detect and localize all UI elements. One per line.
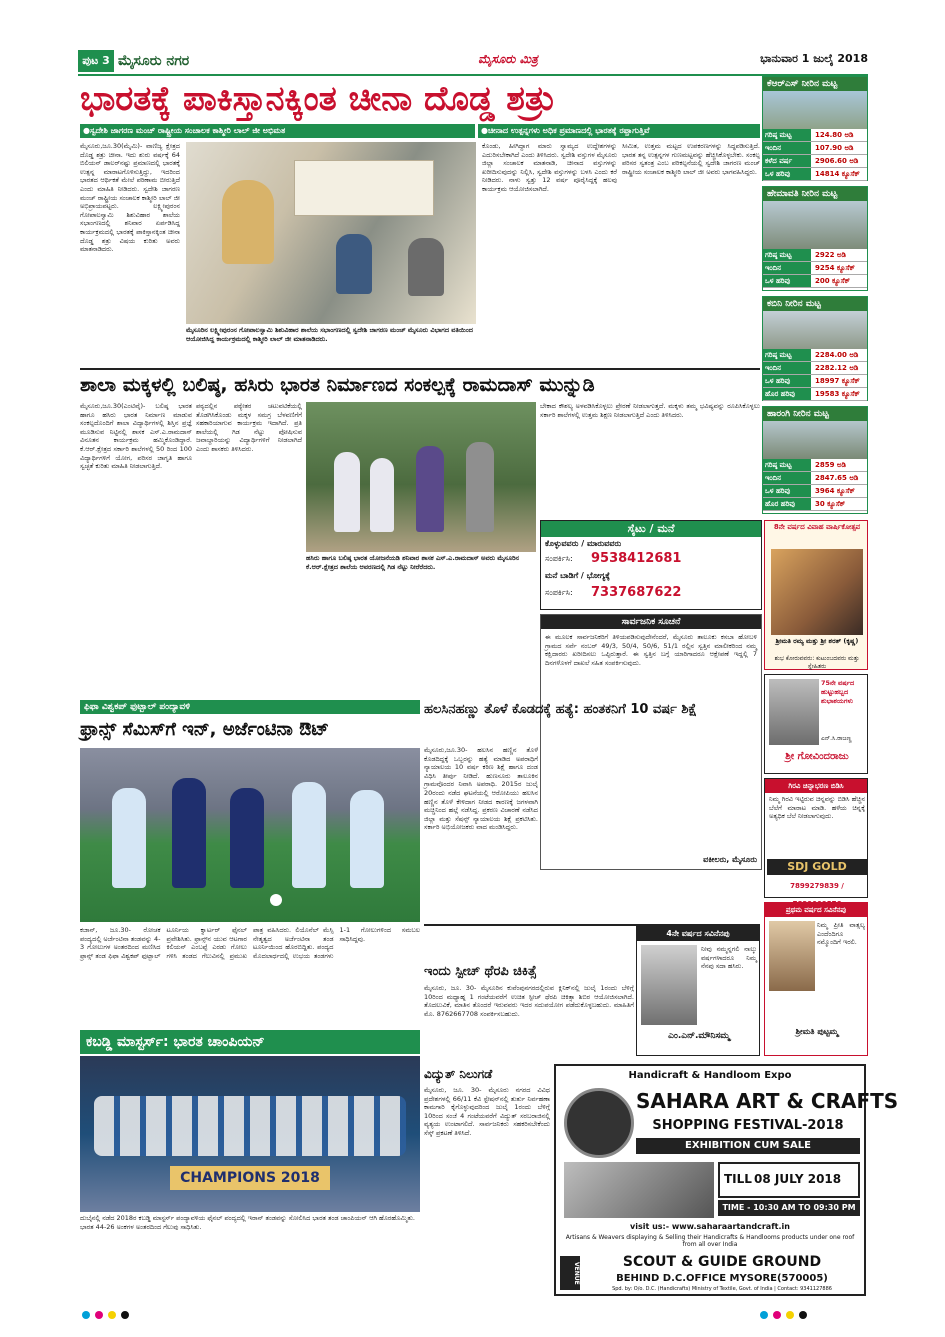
dam-row-value: 2847.65 ಅಡಿ <box>815 474 859 482</box>
dam-photo <box>763 201 867 249</box>
dam-row <box>763 275 867 288</box>
page-number: ಪುಟ 3 <box>78 50 114 72</box>
dam-row <box>763 375 867 388</box>
lead-photo-caption: ಮೈಸೂರಿನ ಲಕ್ಷ್ಮೀಪುರಂನ ಗೋಪಾಲಸ್ವಾಮಿ ಶಿಶುವಿಹಾರ ಶಾಲೆಯ ಸಭಾಂಗಣದಲ್ಲಿ ಸ್ವದೇಶಿ ಜಾಗರಣ ಮಂಚ್ ಮೈಸೂರು ವಿಭಾಗದ ವತಿಯಿಂದ ಆಯೋಜಿಸಿದ್ದ ಕಾರ್ಯಕ್ರಮದಲ್ಲಿ ಕಾಶ್ಮೀರಿ ಲಾಲ್ ಜೀ ಮಾತನಾಡಿದರು. <box>186 326 473 343</box>
football <box>270 894 282 906</box>
lead-photo <box>186 142 476 324</box>
obituary-ad-1 <box>636 926 760 1056</box>
expo-artisans: Artisans & Weavers displaying & Selling their Handicrafts & Handlooms products under one roof from all over India <box>565 1234 855 1248</box>
birthday-title: 75ನೇ ವರ್ಷದ ಹುಟ್ಟುಹಬ್ಬದ ಶುಭಾಶಯಗಳು <box>821 679 855 705</box>
expo-artwork <box>564 1162 714 1218</box>
player-figure <box>292 782 326 888</box>
color-registration-bar <box>82 1304 202 1314</box>
expo-logo <box>564 1088 634 1158</box>
power-body: ಮೈಸೂರು, ಜೂ. 30- ಮೈಸೂರು ನಗರದ ವಿವಿಧ ಪ್ರದೇಶಗಳಲ್ಲಿ 66/11 ಕೆವಿ ಸ್ಟೇಷನ್‌ನಲ್ಲಿ ತುರ್ತು ನಿರ್ವಹಣಾ ಕಾಮಗಾರಿ ಕೈಗೊಳ್ಳುವುದರಿಂದ ಜುಲೈ 1ರಂದು ಬೆಳಿಗ್ಗೆ 10ರಿಂದ ಸಂಜೆ 4 ಗಂಟೆಯವರೆಗೆ ವಿದ್ಯುತ್ ಸರಬರಾಜಿನಲ್ಲಿ ವ್ಯತ್ಯಯ ಉಂಟಾಗಲಿದೆ. ಸಾರ್ವಜನಿಕರು ಸಹಕರಿಸಬೇಕೆಂದು ಸೆಸ್ಕ್ ಪ್ರಕಟಣೆ ತಿಳಿಸಿದೆ. <box>424 1086 550 1137</box>
dam-row-key: ಇಂದಿನ <box>763 142 811 154</box>
classified-ad2-label: ಮನೆ ಬಾಡಿಗೆ / ಭೋಗ್ಯಕ್ಕೆ <box>545 571 610 580</box>
fifa-kicker: ಫಿಫಾ ವಿಶ್ವಕಪ್ ಫುಟ್ಬಾಲ್ ಪಂದ್ಯಾವಳಿ <box>80 700 420 714</box>
court-body: ಮೈಸೂರು,ಜೂ.30- ಹಲಸಿನ ಹಣ್ಣಿನ ತೊಳೆ ಕೊಡದಿದ್ದಕ್ಕೆ ಒಬ್ಬರನ್ನು ಹತ್ಯೆ ಮಾಡಿದ ಅಪರಾಧಿಗೆ ನ್ಯಾಯಾಲಯ 10 ವರ್ಷ ಕಠಿಣ ಶಿಕ್ಷೆ ಹಾಗೂ ದಂಡ ವಿಧಿಸಿ ತೀರ್ಪು ನೀಡಿದೆ. ಹುಣಸೂರು ತಾಲೂಕಿನ ಗ್ರಾಮವೊಂದರ ನಿವಾಸಿ ಅಪರಾಧಿ. 2015ರ ಜುಲೈ 20ರಂದು ನಡೆದ ಘಟನೆಯಲ್ಲಿ ಆರೋಪಿಯು ಹಲಸಿನ ಹಣ್ಣಿನ ತೊಳೆ ಕೇಳಿದಾಗ ನೀಡದ ಕಾರಣಕ್ಕೆ ಜಗಳವಾಗಿ ಮಚ್ಚಿನಿಂದ ಹಲ್ಲೆ ನಡೆಸಿದ್ದ. ಪ್ರಕರಣ ವಿಚಾರಣೆ ನಡೆಸಿದ ಜಿಲ್ಲಾ ಮತ್ತು ಸೆಷನ್ಸ್ ನ್ಯಾಯಾಲಯ ಶಿಕ್ಷೆ ಪ್ರಕಟಿಸಿತು. ಸರ್ಕಾರಿ ಅಭಿಯೋಜಕರು ವಾದ ಮಂಡಿಸಿದ್ದರು. <box>424 746 538 832</box>
dam-row-value: 2906.60 ಅಡಿ <box>815 157 859 165</box>
dam-box-harangi <box>762 406 868 514</box>
student-figure <box>370 458 394 532</box>
dam-photo <box>763 421 867 459</box>
dam-row-key: ಇಂದಿನ <box>763 362 811 374</box>
classified-ad2-phone-label: ಸಂಪರ್ಕಿಸಿ: <box>545 588 573 597</box>
classified-box <box>540 520 762 610</box>
dam-row-key: ಹೊರ ಹರಿವು <box>763 498 811 510</box>
anniversary-ad <box>764 520 868 670</box>
dam-row-key: ಒಳ ಹರಿವು <box>763 168 811 180</box>
classified-ad1-phone-label: ಸಂಪರ್ಕಿಸಿ: <box>545 554 573 563</box>
dam-row-key: ಇಂದಿನ <box>763 262 811 274</box>
dam-table <box>763 249 867 288</box>
page-header <box>78 50 868 74</box>
registration-dot <box>786 1311 794 1319</box>
player-figure <box>350 790 384 888</box>
dam-row-key: ಗರಿಷ್ಠ ಮಟ್ಟ <box>763 459 811 471</box>
gold-body: ನಿಮ್ಮ ಗಿರವಿ ಇಟ್ಟಿರುವ ಚಿನ್ನವನ್ನು ಬಿಡಿಸಿ ಹೆಚ್ಚಿನ ಬೆಲೆಗೆ ಮಾರಾಟ ಮಾಡಿ. ಹಳೆಯ ಚಿನ್ನಕ್ಕೆ ಅತ್ಯಧಿಕ ಬೆಲೆ ನೀಡಲಾಗುವುದು. <box>769 795 865 821</box>
player-figure <box>112 788 146 888</box>
dam-sidebar <box>762 76 868 516</box>
registration-dot <box>82 1311 90 1319</box>
player-figure <box>172 778 206 888</box>
anniversary-title: 8ನೇ ವರ್ಷದ ವಿವಾಹ ವಾರ್ಷಿಕೋತ್ಸವ <box>773 523 861 531</box>
dam-row-value: 124.80 ಅಡಿ <box>815 131 854 139</box>
expo-website[interactable]: visit us:- www.saharaartandcraft.in <box>630 1222 790 1231</box>
fifa-body: ಕಜಾನ್, ಜೂ.30- ರೋಚಕ ಪಂದ್ಯದಲ್ಲಿ ಅರ್ಜೆಂಟಿನಾ ತಂಡವನ್ನು 4-3 ಗೋಲುಗಳ ಅಂತರದಿಂದ ಮಣಿಸಿದ ಫ್ರಾನ್ಸ್ ತಂಡ ಫಿಫಾ ವಿಶ್ವಕಪ್ ಫುಟ್ಬಾಲ್ ಟೂರ್ನಿಯ ಕ್ವಾರ್ಟರ್ ಫೈನಲ್ ಪ್ರವೇಶಿಸಿತು. ಫ್ರಾನ್ಸ್‌ನ ಯುವ ಆಟಗಾರ ಕಿಲಿಯನ್ ಎಂಬಪ್ಪೆ ಎರಡು ಗೋಲು ಗಳಿಸಿ ತಂಡದ ಗೆಲುವಿನಲ್ಲಿ ಪ್ರಮುಖ ಪಾತ್ರ ವಹಿಸಿದರು. ಲಿಯೊನೆಲ್ ಮೆಸ್ಸಿ ನೇತೃತ್ವದ ಅರ್ಜೆಂಟಿನಾ ತಂಡ ಟೂರ್ನಿಯಿಂದ ಹೊರಬಿದ್ದಿತು. ಪಂದ್ಯದ ಮೊದಲಾರ್ಧದಲ್ಲಿ ಉಭಯ ತಂಡಗಳು 1-1 ಗೋಲುಗಳಿಂದ ಸಮಬಲ ಸಾಧಿಸಿದ್ದವು. <box>80 926 420 960</box>
school-body-col1: ಮೈಸೂರು,ಜೂ.30(ಎಂಟಿವೈ)- ಬಲಿಷ್ಠ ಭಾರತ ಹಾಗೂ ಹಸಿರು ಭಾರತ ನಿರ್ಮಾಣ ಮಾಡುವ ಸಂಕಲ್ಪದೊಂದಿಗೆ ಶಾಲಾ ವಿದ್ಯಾರ್ಥಿಗಳಲ್ಲಿ ಶಿಸ್ತಿನ ಪ್ರಜ್ಞೆ ಮೂಡಿಸುವ ನಿಟ್ಟಿನಲ್ಲಿ ಶಾಸಕ ಎಸ್.ಎ.ರಾಮದಾಸ್ ವಿನೂತನ ಕಾರ್ಯಕ್ರಮ ಹಮ್ಮಿಕೊಂಡಿದ್ದಾರೆ. ಕೆ.ಆರ್.ಕ್ಷೇತ್ರದ ಸರ್ಕಾರಿ ಶಾಲೆಗಳಲ್ಲಿ 50 ರಿಂದ 100 ವಿದ್ಯಾರ್ಥಿಗಳಿಗೆ ಯೋಗ, ಪರಿಸರ ಜಾಗೃತಿ ಹಾಗೂ ಸ್ವಚ್ಛತೆ ಕುರಿತು ಮಾಹಿತಿ ನೀಡಲಾಗುತ್ತಿದೆ. <box>80 402 192 471</box>
expo-sale: EXHIBITION CUM SALE <box>636 1138 860 1154</box>
expo-title: SAHARA ART & CRAFTS <box>636 1089 899 1113</box>
school-photo-caption: ಹಸಿರು ಹಾಗೂ ಬಲಿಷ್ಠ ಭಾರತ ಯೋಜನೆಯಡಿ ಶನಿವಾರ ಶಾಸಕ ಎಸ್.ಎ.ರಾಮದಾಸ್ ಅವರು ಮೈಸೂರಿನ ಕೆ.ಆರ್.ಕ್ಷೇತ್ರದ ಶಾಲೆಯ ಆವರಣದಲ್ಲಿ ಗಿಡ ನೆಟ್ಟು ನೀರೆರೆದರು. <box>306 554 520 571</box>
dam-row <box>763 142 867 155</box>
dam-row <box>763 362 867 375</box>
dam-row <box>763 485 867 498</box>
dam-box-hemavathi <box>762 186 868 291</box>
classified-ad1-phone[interactable]: 9538412681 <box>591 551 682 566</box>
official-figure <box>416 446 444 532</box>
speaker-figure <box>222 180 274 264</box>
dam-box-krs <box>762 76 868 181</box>
gold-title: ಗಿರವಿ ಚಿನ್ನಾಭರಣ ಬಿಡಿಸಿ <box>765 779 867 793</box>
expo-time: TIME - 10:30 AM TO 09:30 PM <box>718 1200 860 1216</box>
therapy-body: ಮೈಸೂರು, ಜೂ. 30- ಮೈಸೂರಿನ ಕುವೆಂಪುನಗರದಲ್ಲಿರುವ ಕ್ಲಿನಿಕ್‌ನಲ್ಲಿ ಜುಲೈ 1ರಂದು ಬೆಳಿಗ್ಗೆ 10ರಿಂದ ಮಧ್ಯಾಹ್ನ 1 ಗಂಟೆಯವರೆಗೆ ಉಚಿತ ಸ್ಪೀಚ್ ಥೆರಪಿ ಚಿಕಿತ್ಸಾ ಶಿಬಿರ ಆಯೋಜಿಸಲಾಗಿದೆ. ತೊದಲುವಿಕೆ, ಮಾತಿನ ತೊಂದರೆ ಇರುವವರು ಇದರ ಸದುಪಯೋಗ ಪಡೆದುಕೊಳ್ಳಬಹುದು. ಮಾಹಿತಿಗೆ ಮೊ. 8762667708 ಸಂಪರ್ಕಿಸಬಹುದು. <box>424 984 634 1018</box>
dam-row-value: 107.90 ಅಡಿ <box>815 144 854 152</box>
dam-row <box>763 168 867 181</box>
public-notice-body: ಈ ಮೂಲಕ ಸಾರ್ವಜನಿಕರಿಗೆ ತಿಳಿಯಪಡಿಸುವುದೇನೆಂದರೆ, ಮೈಸೂರು ತಾಲೂಕು ಕಸಬಾ ಹೋಬಳಿ ಗ್ರಾಮದ ಸರ್ವೆ ನಂಬರ್ 49/3, 50/4, 50/6, 51/1 ರಲ್ಲಿನ ಸ್ವತ್ತಿನ ಮಾಲೀಕರಿಂದ ನಮ್ಮ ಕಕ್ಷಿದಾರರು ಖರೀದಿಸಲು ಒಪ್ಪಿರುತ್ತಾರೆ. ಈ ಸ್ವತ್ತಿನ ಬಗ್ಗೆ ಯಾರಿಗಾದರೂ ಆಕ್ಷೇಪಣೆ ಇದ್ದಲ್ಲಿ 7 ದಿನಗಳೊಳಗೆ ದಾಖಲೆ ಸಹಿತ ಸಂಪರ್ಕಿಸುವುದು. <box>545 633 757 667</box>
lead-body-col4: ಸೀಮಿತ, ಉತ್ತಮ ಮಟ್ಟದ ಉಪಕರಣಗಳನ್ನು ಸಿದ್ಧಪಡಿಸುತ್ತಿದೆ. ಭಾರತ ತನ್ನ ಉತ್ಪನ್ನಗಳ ಗುಣಮಟ್ಟವನ್ನು ಹೆಚ್ಚಿಸಿಕೊಳ್ಳಬೇಕು. ಸಂಕಲ್ಪ ಪರಿಸರ ಸ್ವತಂತ್ರ ಎಂಬ ಪರಿಕಲ್ಪನೆಯಲ್ಲಿ ಸ್ವದೇಶಿ ಜಾಗರಣ ಮಂಚ್ ರಾಷ್ಟ್ರೀಯ ಸಂಚಾಲಕ ಕಾಶ್ಮೀರಿ ಲಾಲ್ ಜೀ ಅವರು ಭಾಗವಹಿಸಿದ್ದರು. <box>622 142 760 176</box>
dam-box-kabini <box>762 296 868 401</box>
expo-festival: SHOPPING FESTIVAL-2018 <box>652 1118 844 1133</box>
dam-photo <box>763 91 867 129</box>
birthday-ad <box>764 674 868 774</box>
therapy-headline: ಇಂದು ಸ್ಪೀಚ್ ಥೆರಪಿ ಚಿಕಿತ್ಸೆ <box>424 964 537 979</box>
obituary-title: ಪ್ರಥಮ ವರ್ಷದ ಸವಿನೆನಪು <box>765 903 867 917</box>
anniversary-wishes: ಶುಭ ಕೋರುವವರು: ಕುಟುಂಬದವರು ಮತ್ತು ಸ್ನೇಹಿತರು <box>774 655 860 670</box>
dam-title: ಹಾರಂಗಿ ನೀರಿನ ಮಟ್ಟ <box>763 407 867 421</box>
dam-row-value: 18997 ಕ್ಯೂಸೆಕ್ <box>815 377 860 385</box>
registration-dot <box>95 1311 103 1319</box>
dam-row-key: ಹೊರ ಹರಿವು <box>763 388 811 400</box>
dam-row-value: 19583 ಕ್ಯೂಸೆಕ್ <box>815 390 860 398</box>
obituary-body: ನೀವು ನಮ್ಮನ್ನಗಲಿ ನಾಲ್ಕು ವರ್ಷಗಳಾದರೂ ನಿಮ್ಮ ನೆನಪು ಸದಾ ಹಸಿರು. <box>701 945 757 971</box>
elder-photo <box>769 679 819 745</box>
dam-row-key: ಗರಿಷ್ಠ ಮಟ್ಟ <box>763 349 811 361</box>
issue-date: ಭಾನುವಾರ 1 ಜುಲೈ 2018 <box>760 52 868 65</box>
student-figure <box>334 452 360 532</box>
court-headline: ಹಲಸಿನಹಣ್ಣು ತೊಳೆ ಕೊಡದಕ್ಕೆ ಹತ್ಯೆ: ಹಂತಕನಿಗೆ 10 ವರ್ಷ ಶಿಕ್ಷೆ <box>424 702 697 717</box>
dam-row-value: 2922 ಅಡಿ <box>815 251 846 259</box>
registration-dot <box>773 1311 781 1319</box>
dam-row-value: 30 ಕ್ಯೂಸೆಕ್ <box>815 500 846 508</box>
dam-row <box>763 498 867 511</box>
public-notice-title: ಸಾರ್ವಜನಿಕ ಸೂಚನೆ <box>541 615 761 629</box>
dam-title: ಹೇಮಾವತಿ ನೀರಿನ ಮಟ್ಟ <box>763 187 867 201</box>
dam-row-value: 3964 ಕ್ಯೂಸೆಕ್ <box>815 487 855 495</box>
power-headline: ವಿದ್ಯುತ್ ನಿಲುಗಡೆ <box>424 1067 493 1081</box>
obituary-name: ಶ್ರೀಮತಿ ಪುಟ್ಟಮ್ಮ <box>795 1027 839 1036</box>
expo-till-box <box>718 1162 860 1198</box>
registration-dot <box>108 1311 116 1319</box>
champions-banner: CHAMPIONS 2018 <box>170 1166 330 1190</box>
anniversary-names: ಶ್ರೀಮತಿ ರಮ್ಯ ಮತ್ತು ಶ್ರೀ ಶರತ್ (ಕೃಷ್ಣ) <box>775 637 859 645</box>
dam-title: ಕಬಿನಿ ನೀರಿನ ಮಟ್ಟ <box>763 297 867 311</box>
dam-row <box>763 249 867 262</box>
kabaddi-photo <box>80 1056 420 1212</box>
team-row <box>94 1096 406 1156</box>
obituary-body: ನಿಮ್ಮ ಪ್ರೀತಿ ವಾತ್ಸಲ್ಯ ಎಂದೆಂದಿಗೂ ನಮ್ಮೊಂದಿಗೆ ಇರಲಿ. <box>817 921 865 947</box>
official-figure <box>466 442 494 532</box>
dam-title: ಕೆಆರ್‌ಎಸ್ ನೀರಿನ ಮಟ್ಟ <box>763 77 867 91</box>
dam-row <box>763 472 867 485</box>
dam-table <box>763 459 867 511</box>
school-body-col2: ಪಠ್ಯದಲ್ಲಿನ ಪಠ್ಯೇತರ ಚಟುವಟಿಕೆಯಲ್ಲಿ ತೊಡಗಿಸಿಕೊಂಡು ಮಕ್ಕಳ ಸಮಗ್ರ ಬೆಳವಣಿಗೆಗೆ ಸಹಕಾರಿಯಾಗುವ ಕಾರ್ಯಕ್ರಮ ಇದಾಗಿದೆ. ಪ್ರತಿ ಶಾಲೆಯಲ್ಲಿ ಗಿಡ ನೆಟ್ಟು ಪೋಷಿಸುವ ಜವಾಬ್ದಾರಿಯನ್ನು ವಿದ್ಯಾರ್ಥಿಗಳಿಗೆ ನೀಡಲಾಗಿದೆ ಎಂದು ಶಾಸಕರು ತಿಳಿಸಿದರು. <box>196 402 302 453</box>
expo-footer: Spd. by: O/o. D.C. (Handicrafts) Ministry of Textile, Govt. of India | Contact: 9341127886 <box>612 1286 832 1292</box>
dam-table <box>763 349 867 401</box>
dam-row <box>763 155 867 168</box>
dam-row-value: 14814 ಕ್ಯೂಸೆಕ್ <box>815 170 860 178</box>
gold-ad <box>764 778 868 898</box>
dam-row <box>763 459 867 472</box>
color-registration-bar <box>760 1304 880 1314</box>
registration-dot <box>121 1311 129 1319</box>
expo-venue-label: VENUE <box>560 1256 580 1290</box>
banner-board <box>294 160 434 216</box>
dam-row-key: ಒಳ ಹರಿವು <box>763 275 811 287</box>
dam-row-key: ಒಳ ಹರಿವು <box>763 485 811 497</box>
dam-row <box>763 349 867 362</box>
obituary-photo <box>641 945 697 1025</box>
dam-photo <box>763 311 867 349</box>
player-figure <box>230 788 264 888</box>
dam-row-key: ಇಂದಿನ <box>763 472 811 484</box>
lead-body-col1: ಮೈಸೂರು,ಜೂ.30(ಮೈಮಿ)- ವಾಣಿಜ್ಯ ಕ್ಷೇತ್ರದ ದೊಡ್ಡ ಶತ್ರು ಚೀನಾ. ಇದು ಶುರು ವರ್ಷಕ್ಕೆ 64 ಬಿಲಿಯನ್ ಡಾಲರ್‌ನಷ್ಟು ಪ್ರಮಾಣದಲ್ಲಿ ಭಾರತಕ್ಕೆ ಉತ್ಪನ್ನ ಮಾರಾಟಗೊಳಿಸುತ್ತಿದ್ದು, ಇದರಿಂದ ಭಾರತದ ಆರ್ಥಿಕತೆ ಮೇಲೆ ಪರಿಣಾಮ ಬೀರುತ್ತಿದೆ ಎಂದು ಮಾಹಿತಿ ನೀಡಿದರು. ಸ್ವದೇಶಿ ಜಾಗರಣ ಮಂಚ್ ರಾಷ್ಟ್ರೀಯ ಸಂಚಾಲಕ ಕಾಶ್ಮೀರಿ ಲಾಲ್ ಜೀ ಅಭಿಪ್ರಾಯಪಟ್ಟರು. ಲಕ್ಷ್ಮೀಪುರಂನ ಗೋಪಾಲಸ್ವಾಮಿ ಶಿಶುವಿಹಾರ ಶಾಲೆಯ ಸಭಾಂಗಣದಲ್ಲಿ ಶನಿವಾರ ಏರ್ಪಡಿಸಿದ್ದ ಕಾರ್ಯಕ್ರಮದಲ್ಲಿ ಭಾರತಕ್ಕೆ ಪಾಕಿಸ್ತಾನಕ್ಕಿಂತ ಚೀನಾ ದೊಡ್ಡ ಶತ್ರು ವಿಷಯ ಕುರಿತು ಅವರು ಮಾತನಾಡಿದರು. <box>80 142 180 254</box>
dam-row <box>763 129 867 142</box>
dam-row-key: ಕಳೆದ ವರ್ಷ <box>763 155 811 167</box>
expo-top: Handicraft & Handloom Expo <box>628 1070 792 1081</box>
dam-row-value: 9254 ಕ್ಯೂಸೆಕ್ <box>815 264 855 272</box>
school-headline: ಶಾಲಾ ಮಕ್ಕಳಲ್ಲಿ ಬಲಿಷ್ಠ, ಹಸಿರು ಭಾರತ ನಿರ್ಮಾಣದ ಸಂಕಲ್ಪಕ್ಕೆ ರಾಮದಾಸ್ ಮುನ್ನುಡಿ <box>80 368 760 398</box>
obituary-name: ಎಂ.ಎನ್.ಮೌನಿಸಮ್ಮ <box>668 1031 730 1041</box>
school-photo <box>306 402 536 552</box>
expo-till-label: TILL <box>724 1172 752 1186</box>
fifa-photo <box>80 748 420 922</box>
classified-title: ಸೈಟು / ಮನೆ <box>541 521 761 537</box>
gold-brand: SDJ GOLD <box>767 859 867 875</box>
school-body-col3: ಬೇಕಾದ ಕೌಶಲ್ಯ ಅಳವಡಿಸಿಕೊಳ್ಳಲು ಪ್ರೇರಣೆ ನೀಡಲಾಗುತ್ತದೆ. ಮಕ್ಕಳು ತಮ್ಮ ಭವಿಷ್ಯವನ್ನು ರೂಪಿಸಿಕೊಳ್ಳಲು ಸರ್ಕಾರಿ ಶಾಲೆಗಳಲ್ಲಿ ಉತ್ತಮ ಶಿಕ್ಷಣ ನೀಡಲಾಗುತ್ತಿದೆ ಎಂದು ತಿಳಿಸಿದರು. <box>540 402 760 419</box>
dam-row-value: 2859 ಅಡಿ <box>815 461 846 469</box>
dam-row-key: ಗರಿಷ್ಠ ಮಟ್ಟ <box>763 249 811 261</box>
seated-guest <box>336 234 372 294</box>
birthday-subtitle: ಎನ್.ಸಿ.ರಾಜಣ್ಣ <box>821 735 852 742</box>
public-notice <box>540 614 762 870</box>
kabaddi-headline: ಕಬಡ್ಡಿ ಮಾಸ್ಟರ್ಸ್: ಭಾರತ ಚಾಂಪಿಯನ್ <box>80 1030 420 1054</box>
obituary-ad-2 <box>764 902 868 1056</box>
obituary-title: 4ನೇ ವರ್ಷದ ಸವಿನೆನಪು <box>637 927 759 941</box>
registration-dot <box>799 1311 807 1319</box>
dam-row-value: 2282.12 ಅಡಿ <box>815 364 859 372</box>
lead-headline: ಭಾರತಕ್ಕೆ ಪಾಕಿಸ್ತಾನಕ್ಕಿಂತ ಚೀನಾ ದೊಡ್ಡ ಶತ್ರು <box>80 79 556 119</box>
dam-row-value: 200 ಕ್ಯೂಸೆಕ್ <box>815 277 851 285</box>
couple-photo <box>771 549 863 635</box>
dam-row-value: 2284.00 ಅಡಿ <box>815 351 859 359</box>
kabaddi-caption: ದುಬೈನಲ್ಲಿ ನಡೆದ 2018ರ ಕಬಡ್ಡಿ ಮಾಸ್ಟರ್ಸ್ ಪಂದ್ಯಾವಳಿಯ ಫೈನಲ್ ಪಂದ್ಯದಲ್ಲಿ ಇರಾನ್ ತಂಡವನ್ನು ಸೋಲಿಸಿದ ಭಾರತ ತಂಡ ಚಾಂಪಿಯನ್ ಆಗಿ ಹೊರಹೊಮ್ಮಿತು. ಭಾರತ 44-26 ಅಂಕಗಳ ಅಂತರದಿಂದ ಗೆಲುವು ಸಾಧಿಸಿತು. <box>80 1214 415 1231</box>
classified-ad1-label: ಕೊಳ್ಳುವವರು / ಮಾರುವವರು <box>545 539 622 548</box>
section-name: ಮೈಸೂರು ನಗರ <box>118 53 190 69</box>
masthead: ಮೈಸೂರು ಮಿತ್ರ <box>478 52 538 66</box>
lead-subhead-left: ●ಸ್ವದೇಶಿ ಜಾಗರಣ ಮಂಚ್ ರಾಷ್ಟ್ರೀಯ ಸಂಚಾಲಕ ಕಾಶ್ಮೀರಿ ಲಾಲ್ ಜೀ ಅಭಿಮತ <box>80 124 475 138</box>
expo-ad <box>554 1064 899 1296</box>
expo-till-date: 08 JULY 2018 <box>754 1172 842 1186</box>
obituary-photo <box>769 921 815 991</box>
registration-dot <box>760 1311 768 1319</box>
classified-ad2-phone[interactable]: 7337687622 <box>591 585 682 600</box>
expo-venue: SCOUT & GUIDE GROUND <box>622 1254 822 1270</box>
seated-guest <box>408 238 444 296</box>
fifa-headline: ಫ್ರಾನ್ಸ್ ಸೆಮಿಸ್‌ಗೆ ಇನ್, ಅರ್ಜೆಂಟಿನಾ ಔಟ್ <box>80 719 330 740</box>
dam-row-key: ಗರಿಷ್ಠ ಮಟ್ಟ <box>763 129 811 141</box>
lead-subhead-right: ●ಚೀನಾದ ಉತ್ಪನ್ನಗಳು ಅಧಿಕ ಪ್ರಮಾಣದಲ್ಲಿ ಭಾರತಕ್ಕೆ ರಫ್ತಾಗುತ್ತಿವೆ <box>478 124 760 138</box>
gold-phone[interactable]: 7899279839 / <box>790 882 844 890</box>
dam-row-key: ಒಳ ಹರಿವು <box>763 375 811 387</box>
lead-body-col3: ಕೊಂಡು, ಹೀಗಿದ್ದಾಗ ಮಾರು ಸ್ವಾಮ್ಯದ ಉದ್ದೇಶಗಳನ್ನು ಎದುರಿಸಬೇಕಾಗಿದೆ ಎಂದು ತಿಳಿಸಿದರು. ಸ್ವದೇಶಿ ವಸ್ತುಗಳ ಮೈಸೂರು ಜಿಲ್ಲಾ ಸಂಚಾಲಕ ಮಾತನಾಡಿ, ಚೀನಾದ ವಸ್ತುಗಳನ್ನು ಖರೀದಿಸುವುದನ್ನು ನಿಲ್ಲಿಸಿ, ಸ್ವದೇಶಿ ವಸ್ತುಗಳನ್ನು ಬಳಸಿ ಎಂದು ಕರೆ ನೀಡಿದರು. ನಾಳು ಸ್ವತ್ತು 12 ವರ್ಷ ಪೂರೈಸಿದ್ದಕ್ಕೆ ಹಲವು ಕಾರ್ಯಕ್ರಮ ಆಯೋಜಿಸಲಾಗಿದೆ. <box>482 142 618 193</box>
expo-address: BEHIND D.C.OFFICE MYSORE(570005) <box>616 1273 828 1284</box>
dam-table <box>763 129 867 181</box>
dam-row <box>763 388 867 401</box>
public-notice-signature: ವಕೀಲರು, ಮೈಸೂರು <box>703 855 757 864</box>
dam-row <box>763 262 867 275</box>
birthday-name: ಶ್ರೀ ಗೋವಿಂದರಾಜು <box>785 751 849 762</box>
